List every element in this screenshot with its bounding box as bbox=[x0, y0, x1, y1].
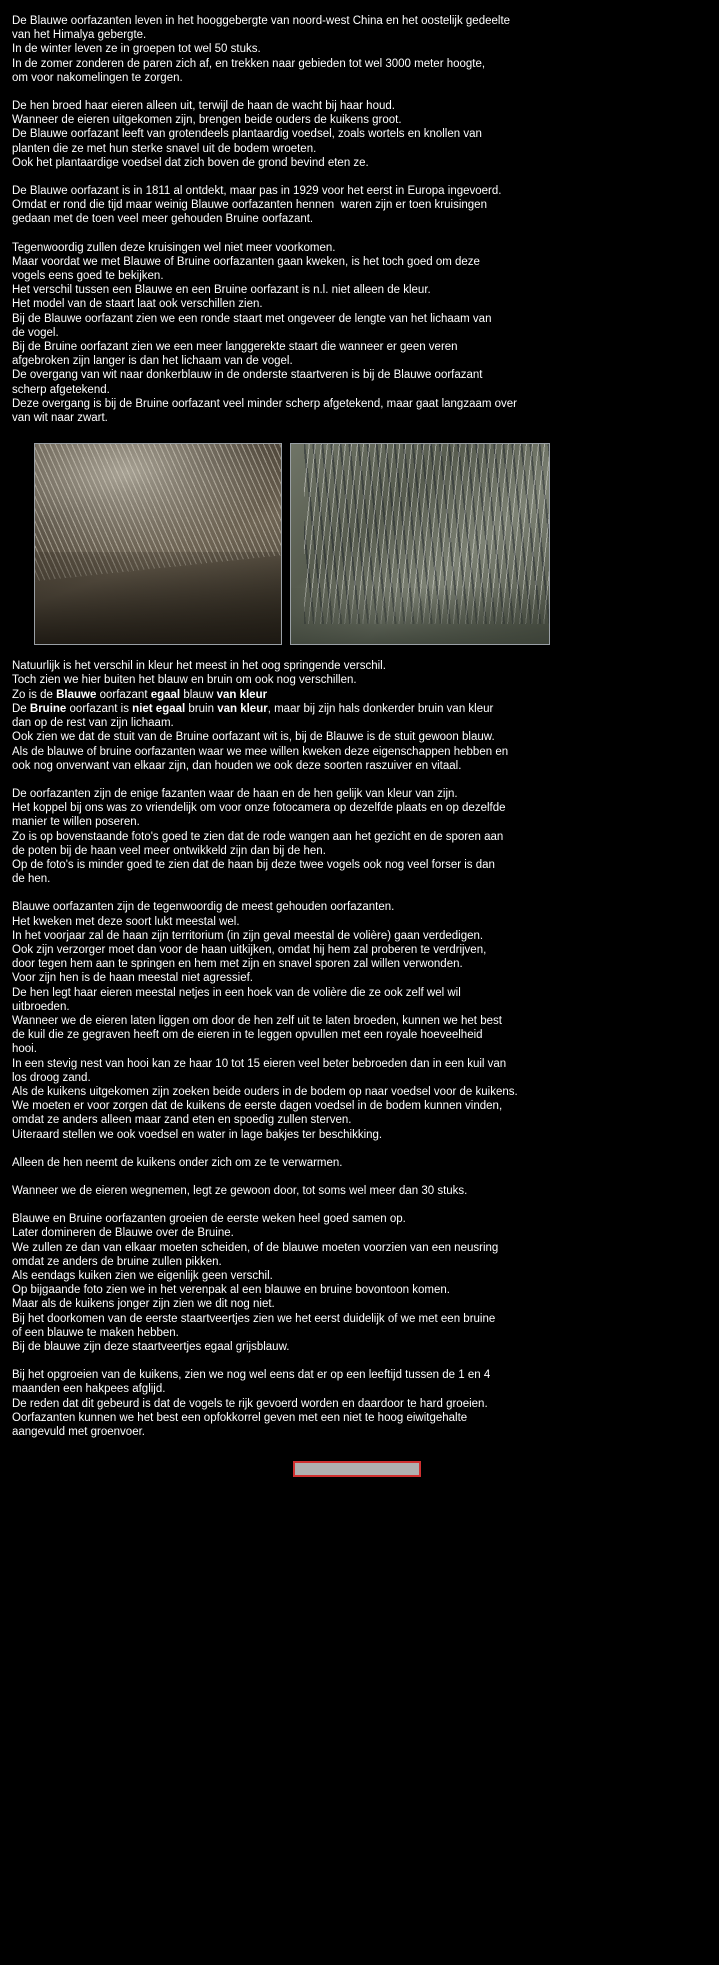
text-line: los droog zand. bbox=[12, 1071, 91, 1084]
text-line: Ook het plantaardige voedsel dat zich boven de grond bevind eten ze. bbox=[12, 156, 369, 169]
text-line: De reden dat dit gebeurd is dat de vogels te rijk gevoerd worden en daardoor te hard groeien. bbox=[12, 1397, 488, 1410]
text-line: De Blauwe oorfazant leeft van grotendeels plantaardig voedsel, zoals wortels en knollen van bbox=[12, 128, 482, 141]
rich-text-a: Zo is de bbox=[12, 688, 57, 701]
paragraph-4 bbox=[12, 241, 701, 426]
paragraph-9 bbox=[12, 1184, 701, 1198]
text-line: De Blauwe oorfazanten leven in het hooggebergte van noord-west China en het oostelijk gedeelte bbox=[12, 15, 511, 27]
text-line: Later domineren de Blauwe over de Bruine. bbox=[12, 1227, 234, 1240]
text-line: Bij de Bruine oorfazant zien we een meer langgerekte staart die wanneer er geen veren bbox=[12, 341, 458, 354]
text-line: afgebroken zijn langer is dan het lichaam van de vogel. bbox=[12, 355, 293, 368]
text-line: Voor zijn hen is de haan meestal niet agressief. bbox=[12, 972, 254, 985]
rich-text-c: oorfazant bbox=[96, 688, 151, 701]
text-line: ook nog onverwant van elkaar zijn, dan houden we ook deze soorten raszuiver en vitaal. bbox=[12, 759, 462, 772]
text-line: In het voorjaar zal de haan zijn territorium (in zijn geval meestal de volière) gaan verdedigen. bbox=[12, 929, 484, 942]
text-line: Zo is op bovenstaande foto's goed te zien dat de rode wangen aan het gezicht en de sporen aan bbox=[12, 830, 504, 843]
rich-text-de: De bbox=[12, 702, 30, 715]
paragraph-7 bbox=[12, 900, 701, 1141]
text-line: omdat ze anders de bruine zullen pikken. bbox=[12, 1255, 222, 1268]
text-line: Wanneer we de eieren wegnemen, legt ze gewoon door, tot soms wel meer dan 30 stuks. bbox=[12, 1184, 468, 1197]
text-line: dan op de rest van zijn lichaam. bbox=[12, 717, 174, 730]
paragraph-1 bbox=[12, 14, 701, 85]
text-line: Tegenwoordig zullen deze kruisingen wel niet meer voorkomen. bbox=[12, 241, 336, 254]
text-line: Natuurlijk is het verschil in kleur het meest in het oog springende verschil. bbox=[12, 660, 386, 673]
text-line: Het model van de staart laat ook verschillen zien. bbox=[12, 298, 263, 311]
text-line: We zullen ze dan van elkaar moeten scheiden, of de blauwe moeten voorzien van een neusring bbox=[12, 1241, 499, 1254]
text-line: de kuil die ze gegraven heeft om de eieren in te leggen opvullen met een royale hoeveelheid bbox=[12, 1029, 483, 1042]
text-line: Deze overgang is bij de Bruine oorfazant veel minder scherp afgetekend, maar gaat langzaam over bbox=[12, 397, 518, 410]
paragraph-6 bbox=[12, 787, 701, 886]
text-line: Ook zien we dat de stuit van de Bruine oorfazant wit is, bij de Blauwe is de stuit gewoon blauw. bbox=[12, 731, 495, 744]
text-line: Op de foto's is minder goed te zien dat de haan bij deze twee vogels ook nog veel forser is dan bbox=[12, 858, 495, 871]
text-line: scherp afgetekend. bbox=[12, 383, 110, 396]
paragraph-5 bbox=[12, 659, 701, 773]
text-line: Het kweken met deze soort lukt meestal wel. bbox=[12, 915, 240, 928]
footer-button[interactable] bbox=[293, 1461, 421, 1477]
text-line: Blauwe en Bruine oorfazanten groeien de eerste weken heel goed samen op. bbox=[12, 1213, 406, 1226]
text-line: De hen broed haar eieren alleen uit, terwijl de haan de wacht bij haar houd. bbox=[12, 100, 395, 113]
text-line-rich-1 bbox=[12, 688, 701, 702]
text-line: uitbroeden. bbox=[12, 1000, 70, 1013]
paragraph-10 bbox=[12, 1212, 701, 1354]
text-line: Maar als de kuikens jonger zijn zien we dit nog niet. bbox=[12, 1298, 275, 1311]
text-line: Uiteraard stellen we ook voedsel en water in lage bakjes ter beschikking. bbox=[12, 1128, 383, 1141]
footer-area bbox=[12, 1461, 701, 1491]
text-line: Wanneer de eieren uitgekomen zijn, brengen beide ouders de kuikens groot. bbox=[12, 114, 402, 127]
text-line: manier te willen poseren. bbox=[12, 816, 140, 829]
paragraph-11 bbox=[12, 1368, 701, 1439]
rich-text-bruine: Bruine bbox=[29, 702, 67, 715]
text-line: aangevuld met groenvoer. bbox=[12, 1426, 145, 1439]
rich-text-van-kleur: van kleur bbox=[216, 688, 268, 701]
rich-text-oorfazant-is: oorfazant is bbox=[66, 702, 133, 715]
rich-text-bruin: bruin bbox=[185, 702, 218, 715]
paragraph-2 bbox=[12, 99, 701, 170]
text-line: Op bijgaande foto zien we in het verenpak al een blauwe en bruine bovontoon komen. bbox=[12, 1284, 450, 1297]
rich-text-niet-egaal: niet egaal bbox=[132, 702, 186, 715]
rich-text-blauwe: Blauwe bbox=[56, 688, 97, 701]
rich-text-van-kleur-2: van kleur bbox=[217, 702, 268, 715]
text-line: Maar voordat we met Blauwe of Bruine oorfazanten gaan kweken, is het toch goed om deze bbox=[12, 255, 480, 268]
text-line: Ook zijn verzorger moet dan voor de haan uitkijken, omdat hij hem zal proberen te verdrijven, bbox=[12, 943, 487, 956]
text-line: Wanneer we de eieren laten liggen om door de hen zelf uit te laten broeden, kunnen we het best bbox=[12, 1014, 502, 1027]
text-line-rich-2 bbox=[12, 702, 701, 716]
text-line: hooi. bbox=[12, 1043, 37, 1056]
rich-text-rest: , maar bij zijn hals donkerder bruin van kleur bbox=[267, 702, 494, 715]
text-line: Omdat er rond die tijd maar weinig Blauwe oorfazanten hennen waren zijn er toen kruisingen bbox=[12, 199, 487, 212]
text-line: vogels eens goed te bekijken. bbox=[12, 270, 164, 283]
text-line: In een stevig nest van hooi kan ze haar 10 tot 15 eieren veel beter bebroeden dan in een kuil van bbox=[12, 1057, 507, 1070]
text-line: gedaan met de toen veel meer gehouden Bruine oorfazant. bbox=[12, 213, 314, 226]
text-line: In de zomer zonderen de paren zich af, en trekken naar gebieden tot wel 3000 meter hoogte, bbox=[12, 57, 486, 70]
text-line: Toch zien we hier buiten het blauw en bruin om ook nog verschillen. bbox=[12, 674, 357, 687]
image-row bbox=[12, 443, 701, 645]
text-line: de hen. bbox=[12, 873, 51, 886]
text-line: omdat ze anders alleen maar zand eten en spoedig zullen sterven. bbox=[12, 1114, 352, 1127]
text-line: de vogel. bbox=[12, 326, 59, 339]
text-line: Als eendags kuiken zien we eigenlijk geen verschil. bbox=[12, 1270, 273, 1282]
text-line: Bij het opgroeien van de kuikens, zien we nog wel eens dat er op een leeftijd tussen de 1 en 4 bbox=[12, 1369, 491, 1382]
text-line: De Blauwe oorfazant is in 1811 al ontdekt, maar pas in 1929 voor het eerst in Europa ingevoerd. bbox=[12, 185, 502, 198]
photo-pheasant-tail-right bbox=[290, 443, 550, 645]
text-line: Bij de Blauwe oorfazant zien we een ronde staart met ongeveer de lengte van het lichaam van bbox=[12, 312, 492, 325]
rich-text-e: blauw bbox=[180, 688, 217, 701]
text-line: De overgang van wit naar donkerblauw in de onderste staartveren is bij de Blauwe oorfazant bbox=[12, 369, 483, 382]
text-line: Oorfazanten kunnen we het best een opfokkorrel geven met een niet te hoog eiwitgehalte bbox=[12, 1411, 468, 1424]
text-line: De hen legt haar eieren meestal netjes in een hoek van de volière die ze ook zelf wel wil bbox=[12, 986, 461, 999]
text-line: maanden een hakpees afglijd. bbox=[12, 1383, 166, 1396]
paragraph-3 bbox=[12, 184, 701, 227]
text-line: Als de kuikens uitgekomen zijn zoeken beide ouders in de bodem op naar voedsel voor de kuikens. bbox=[12, 1085, 518, 1098]
text-line: van het Himalya gebergte. bbox=[12, 29, 147, 42]
text-line: Het koppel bij ons was zo vriendelijk om voor onze fotocamera op dezelfde plaats en op dezelfde bbox=[12, 802, 506, 815]
paragraph-8 bbox=[12, 1156, 701, 1170]
text-line: planten die ze met hun sterke snavel uit de bodem wroeten. bbox=[12, 142, 317, 155]
text-line: of een blauwe te maken hebben. bbox=[12, 1326, 179, 1339]
text-line: om voor nakomelingen te zorgen. bbox=[12, 71, 183, 84]
text-line: Als de blauwe of bruine oorfazanten waar we mee willen kweken deze eigenschappen hebben en bbox=[12, 745, 509, 758]
rich-text-egaal: egaal bbox=[150, 688, 181, 701]
text-line: Bij de blauwe zijn deze staartveertjes egaal grijsblauw. bbox=[12, 1341, 290, 1354]
text-line: Het verschil tussen een Blauwe en een Bruine oorfazant is n.l. niet alleen de kleur. bbox=[12, 284, 431, 297]
text-line: De oorfazanten zijn de enige fazanten waar de haan en de hen gelijk van kleur van zijn. bbox=[12, 787, 458, 800]
text-line: Bij het doorkomen van de eerste staartveertjes zien we het eerst duidelijk of we met een bruine bbox=[12, 1312, 496, 1325]
text-line: Alleen de hen neemt de kuikens onder zich om ze te verwarmen. bbox=[12, 1156, 343, 1169]
text-line: Blauwe oorfazanten zijn de tegenwoordig de meest gehouden oorfazanten. bbox=[12, 901, 395, 914]
photo-pheasant-tail-left bbox=[34, 443, 282, 645]
text-line: In de winter leven ze in groepen tot wel 50 stuks. bbox=[12, 43, 261, 56]
text-line: van wit naar zwart. bbox=[12, 412, 108, 425]
text-line: door tegen hem aan te springen en hem met zijn en snavel sporen zal willen verwonden. bbox=[12, 958, 463, 971]
text-line: de poten bij de haan veel meer ontwikkeld zijn dan bij de hen. bbox=[12, 844, 326, 857]
text-line: We moeten er voor zorgen dat de kuikens de eerste dagen voedsel in de bodem kunnen vinden, bbox=[12, 1100, 503, 1113]
